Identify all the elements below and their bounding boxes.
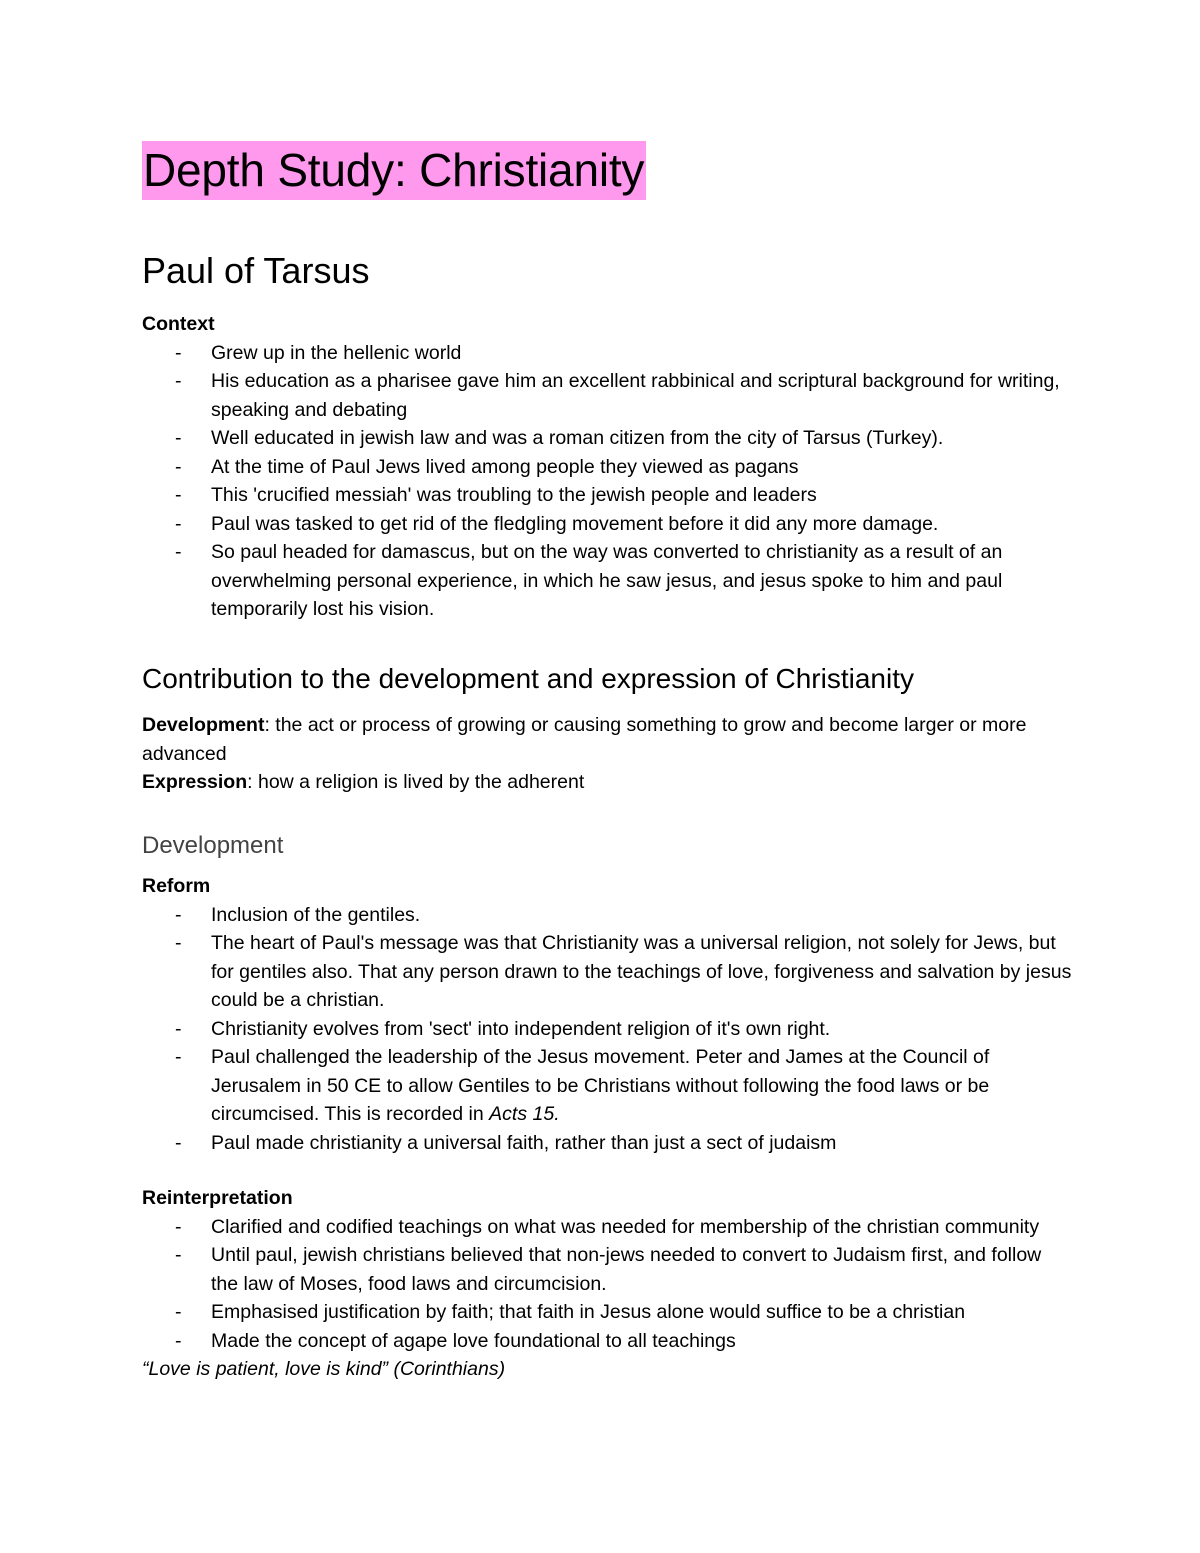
- list-item: - The heart of Paul's message was that Christianity was a universal religion, not solely for Jews, but for gentiles also. That any person drawn to the teachings of love, forgiveness and salvation by jesus could be a christian.: [142, 929, 1072, 1015]
- reform-section: [142, 872, 1072, 1157]
- acts-reference: Acts 15.: [489, 1103, 560, 1125]
- list-item: - Made the concept of agape love foundational to all teachings: [142, 1327, 1072, 1356]
- development-definition: [142, 711, 1072, 768]
- list-item: - Emphasised justification by faith; that faith in Jesus alone would suffice to be a christian: [142, 1298, 1072, 1327]
- reform-label: Reform: [142, 875, 211, 897]
- reinterpretation-label: Reinterpretation: [142, 1187, 293, 1209]
- list-item: - Until paul, jewish christians believed that non-jews needed to convert to Judaism first, and follow the law of Moses, food laws and circumcision.: [142, 1241, 1072, 1298]
- list-item: - Clarified and codified teachings on what was needed for membership of the christian community: [142, 1213, 1072, 1242]
- list-item: - Christianity evolves from 'sect' into independent religion of it's own right.: [142, 1015, 1072, 1044]
- heading-contribution: Contribution to the development and expression of Christianity: [142, 663, 914, 694]
- list-item: - This 'crucified messiah' was troubling to the jewish people and leaders: [142, 481, 1072, 510]
- expression-term: Expression: [142, 771, 248, 793]
- reinterpretation-section: [142, 1184, 1072, 1384]
- list-item: - Paul was tasked to get rid of the fledgling movement before it did any more damage.: [142, 510, 1072, 539]
- list-item: - At the time of Paul Jews lived among people they viewed as pagans: [142, 453, 1072, 482]
- expression-text: : how a religion is lived by the adherent: [247, 771, 585, 793]
- corinthians-quote: “Love is patient, love is kind” (Corinthians): [142, 1358, 506, 1380]
- document-title: Depth Study: Christianity: [142, 141, 646, 200]
- heading-paul-of-tarsus: Paul of Tarsus: [142, 250, 370, 291]
- context-label: Context: [142, 313, 215, 335]
- definitions-section: [142, 711, 1072, 797]
- list-item: - Paul made christianity a universal faith, rather than just a sect of judaism: [142, 1129, 1072, 1158]
- development-term: Development: [142, 714, 265, 736]
- list-item: - His education as a pharisee gave him an excellent rabbinical and scriptural background for writing, speaking and debating: [142, 367, 1072, 424]
- list-item: - Well educated in jewish law and was a roman citizen from the city of Tarsus (Turkey).: [142, 424, 1072, 453]
- reform-list: [142, 901, 1072, 1158]
- reinterpretation-list: [142, 1213, 1072, 1356]
- context-list: [142, 339, 1072, 624]
- list-item-text: Paul challenged the leadership of the Jesus movement. Peter and James at the Council of Jerusalem in 50 CE to allow Gentiles to be Christians without following the food laws or be circumcised. This is recorded in: [211, 1046, 990, 1125]
- list-item: [142, 1043, 1072, 1129]
- heading-development: Development: [142, 832, 284, 859]
- development-text: : the act or process of growing or causing something to grow and become larger or more advanced: [142, 714, 1027, 765]
- list-item: - So paul headed for damascus, but on the way was converted to christianity as a result of an overwhelming personal experience, in which he saw jesus, and jesus spoke to him and paul temporarily lost his vision.: [142, 538, 1072, 624]
- title-wrap: [142, 141, 646, 200]
- list-item: - Inclusion of the gentiles.: [142, 901, 1072, 930]
- list-item: - Grew up in the hellenic world: [142, 339, 1072, 368]
- context-section: [142, 310, 1072, 624]
- expression-definition: [142, 768, 1072, 797]
